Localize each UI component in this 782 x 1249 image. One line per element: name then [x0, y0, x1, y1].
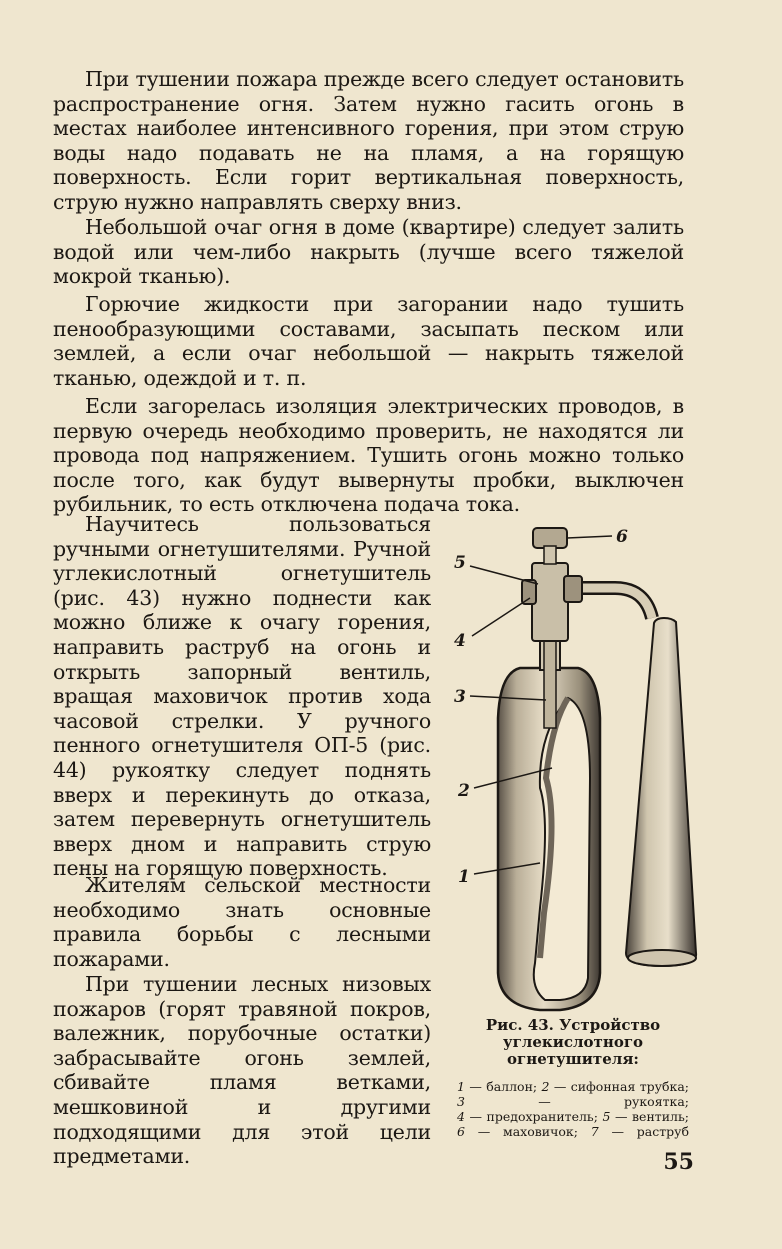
legend-item: 7 — раструб: [590, 1124, 689, 1139]
paragraph-rural-residents: Жителям сельской местности необходимо знать основные правила борьбы с лесными пожарами.: [53, 873, 431, 971]
paragraph-forest-fires: При тушении лесных низовых пожаров (горят травяной покров, валежник, порубочные остатки) забрасывайте огонь землей, сбивайте пламя ветками, мешковиной и другими подходящими для этой цели предметами.: [53, 972, 431, 1169]
figure-caption: Рис. 43. Устройство углекислотного огнетушителя:: [485, 1016, 661, 1068]
label-2: 2: [458, 781, 470, 801]
paragraph-hand-extinguishers: Научитесь пользоваться ручными огнетушителями. Ручной углекислотный огнетушитель (рис. 43) нужно поднести как можно ближе к очагу горения, направить раструб на огонь и открыть запорный вентиль, вращая маховичок против хода часовой стрелки. У ручного пенного огнетушителя ОП-5 (рис. 44) рукоятку следует поднять вверх и перекинуть до отказа, затем перевернуть огнетушитель вверх дном и направить струю пены на горящую поверхность.: [53, 512, 431, 881]
legend-item: 6 — маховичок;: [457, 1124, 578, 1139]
handwheel: [533, 528, 567, 548]
siphon-tube: [544, 638, 556, 728]
paragraph-extinguish-fire: При тушении пожара прежде всего следует остановить распространение огня. Затем нужно гасить огонь в местах наиболее интенсивного горения, при этом струю воды надо подавать не на пламя, а на горящую поверхность. Если горит вертикальная поверхность, струю нужно направлять сверху вниз.: [53, 67, 684, 214]
label-6: 6: [616, 527, 628, 547]
figure-legend: [457, 1079, 689, 1139]
legend-item: 4 — предохранитель;: [457, 1109, 598, 1124]
label-3: 3: [454, 687, 466, 707]
label-1: 1: [458, 867, 470, 887]
valve-block: [532, 563, 568, 641]
extinguisher-illustration: [440, 518, 730, 1028]
label-5: 5: [454, 553, 466, 573]
extinguisher-drawing: [440, 518, 730, 1028]
page-number: 55: [663, 1149, 694, 1175]
paragraph-flammable-liquids: Горючие жидкости при загорании надо тушить пенообразующими составами, засыпать песком или землей, а если очаг небольшой — накрыть тяжелой тканью, одеждой и т. п.: [53, 292, 684, 390]
horn-part: [626, 618, 696, 966]
legend-item: 2 — сифонная трубка;: [541, 1079, 689, 1094]
legend-item: 5 — вентиль;: [602, 1109, 689, 1124]
paragraph-small-fire-home: Небольшой очаг огня в доме (квартире) следует залить водой или чем-либо накрыть (лучше всего тяжелой мокрой тканью).: [53, 215, 684, 289]
legend-item: 3 — рукоятка;: [457, 1094, 689, 1109]
label-4: 4: [454, 631, 466, 651]
legend-item: 1 — баллон;: [457, 1079, 538, 1094]
paragraph-electrical-wiring: Если загорелась изоляция электрических проводов, в первую очередь необходимо проверить, не находятся ли провода под напряжением. Тушить огонь можно только после того, как будут вывернуты пробки, выключен рубильник, то есть отключена подача тока.: [53, 394, 684, 517]
